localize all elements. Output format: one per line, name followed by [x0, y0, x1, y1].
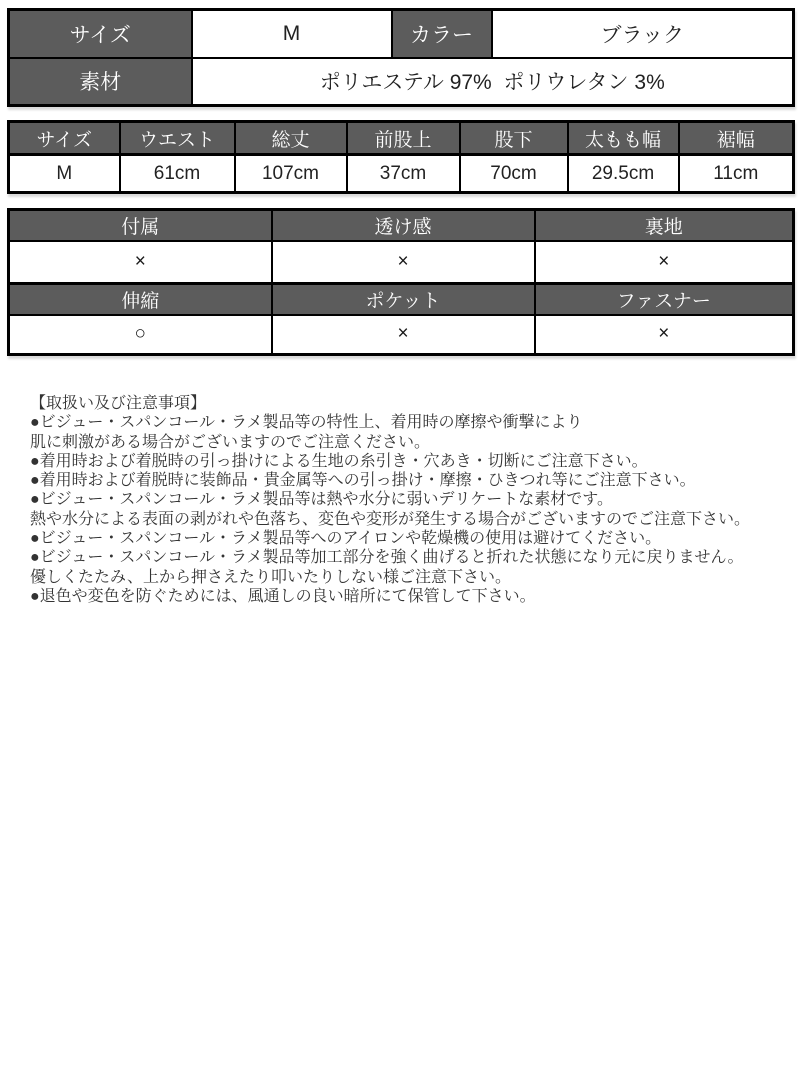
feature-value-zipper: × [535, 315, 794, 355]
spec-table [7, 8, 795, 107]
note-line: ●着用時および着脱時の引っ掛けによる生地の糸引き・穴あき・切断にご注意下さい。 [30, 452, 648, 470]
note-line: ●退色や変色を防ぐためには、風通しの良い暗所にて保管して下さい。 [30, 587, 536, 605]
table-row [9, 315, 794, 355]
table-row [9, 10, 794, 58]
feature-header-sheerness: 透け感 [272, 210, 535, 241]
note-line: ●ビジュー・スパンコール・ラメ製品等は熱や水分に弱いデリケートな素材です。 [30, 491, 613, 509]
note-line: 熱や水分による表面の剥がれや色落ち、変色や変形が発生する場合がございますのでご注意下さい。 [30, 510, 751, 528]
note-line: ●ビジュー・スパンコール・ラメ製品等加工部分を強く曲げると折れた状態になり元に戻りません。 [30, 549, 744, 567]
measure-header-inseam: 股下 [460, 122, 568, 155]
table-row [9, 122, 794, 155]
feature-header-lining: 裏地 [535, 210, 794, 241]
table-row [9, 241, 794, 284]
measure-header-size: サイズ [9, 122, 120, 155]
table-row [9, 284, 794, 315]
measure-header-hem-width: 裾幅 [679, 122, 794, 155]
measure-header-total-length: 総丈 [235, 122, 347, 155]
spec-material-value: ポリエステル 97% ポリウレタン 3% [192, 58, 794, 106]
feature-value-stretch: ○ [9, 315, 272, 355]
table-row [9, 155, 794, 193]
measure-value-inseam: 70cm [460, 155, 568, 193]
measurements-table [7, 120, 795, 194]
note-line: ●着用時および着脱時に装飾品・貴金属等への引っ掛け・摩擦・ひきつれ等にご注意下さい。 [30, 472, 696, 490]
feature-header-pocket: ポケット [272, 284, 535, 315]
spec-color-value: ブラック [492, 10, 794, 58]
note-line: ●ビジュー・スパンコール・ラメ製品等へのアイロンや乾燥機の使用は避けてください。 [30, 530, 662, 548]
feature-value-sheerness: × [272, 241, 535, 284]
feature-header-stretch: 伸縮 [9, 284, 272, 315]
measure-value-total-length: 107cm [235, 155, 347, 193]
measure-value-front-rise: 37cm [347, 155, 460, 193]
spec-material-label: 素材 [9, 58, 192, 106]
note-line: ●ビジュー・スパンコール・ラメ製品等の特性上、着用時の摩擦や衝撃により [30, 414, 583, 432]
note-line: 優しくたたみ、上から押さえたり叩いたりしない様ご注意下さい。 [30, 568, 511, 586]
spec-size-value: M [192, 10, 392, 58]
feature-header-accessories: 付属 [9, 210, 272, 241]
features-table [7, 208, 795, 356]
spec-size-label: サイズ [9, 10, 192, 58]
measure-header-waist: ウエスト [120, 122, 235, 155]
measure-value-hem-width: 11cm [679, 155, 794, 193]
note-line: 肌に刺激がある場合がございますのでご注意ください。 [30, 433, 431, 451]
care-notes [30, 394, 790, 606]
measure-header-thigh-width: 太もも幅 [568, 122, 679, 155]
measure-value-waist: 61cm [120, 155, 235, 193]
spec-color-label: カラー [392, 10, 492, 58]
measure-value-thigh-width: 29.5cm [568, 155, 679, 193]
measure-header-front-rise: 前股上 [347, 122, 460, 155]
feature-value-pocket: × [272, 315, 535, 355]
care-notes-title: 【取扱い及び注意事項】 [30, 395, 207, 412]
table-row [9, 210, 794, 241]
feature-value-lining: × [535, 241, 794, 284]
table-row [9, 58, 794, 106]
measure-value-size: M [9, 155, 120, 193]
feature-header-zipper: ファスナー [535, 284, 794, 315]
feature-value-accessories: × [9, 241, 272, 284]
